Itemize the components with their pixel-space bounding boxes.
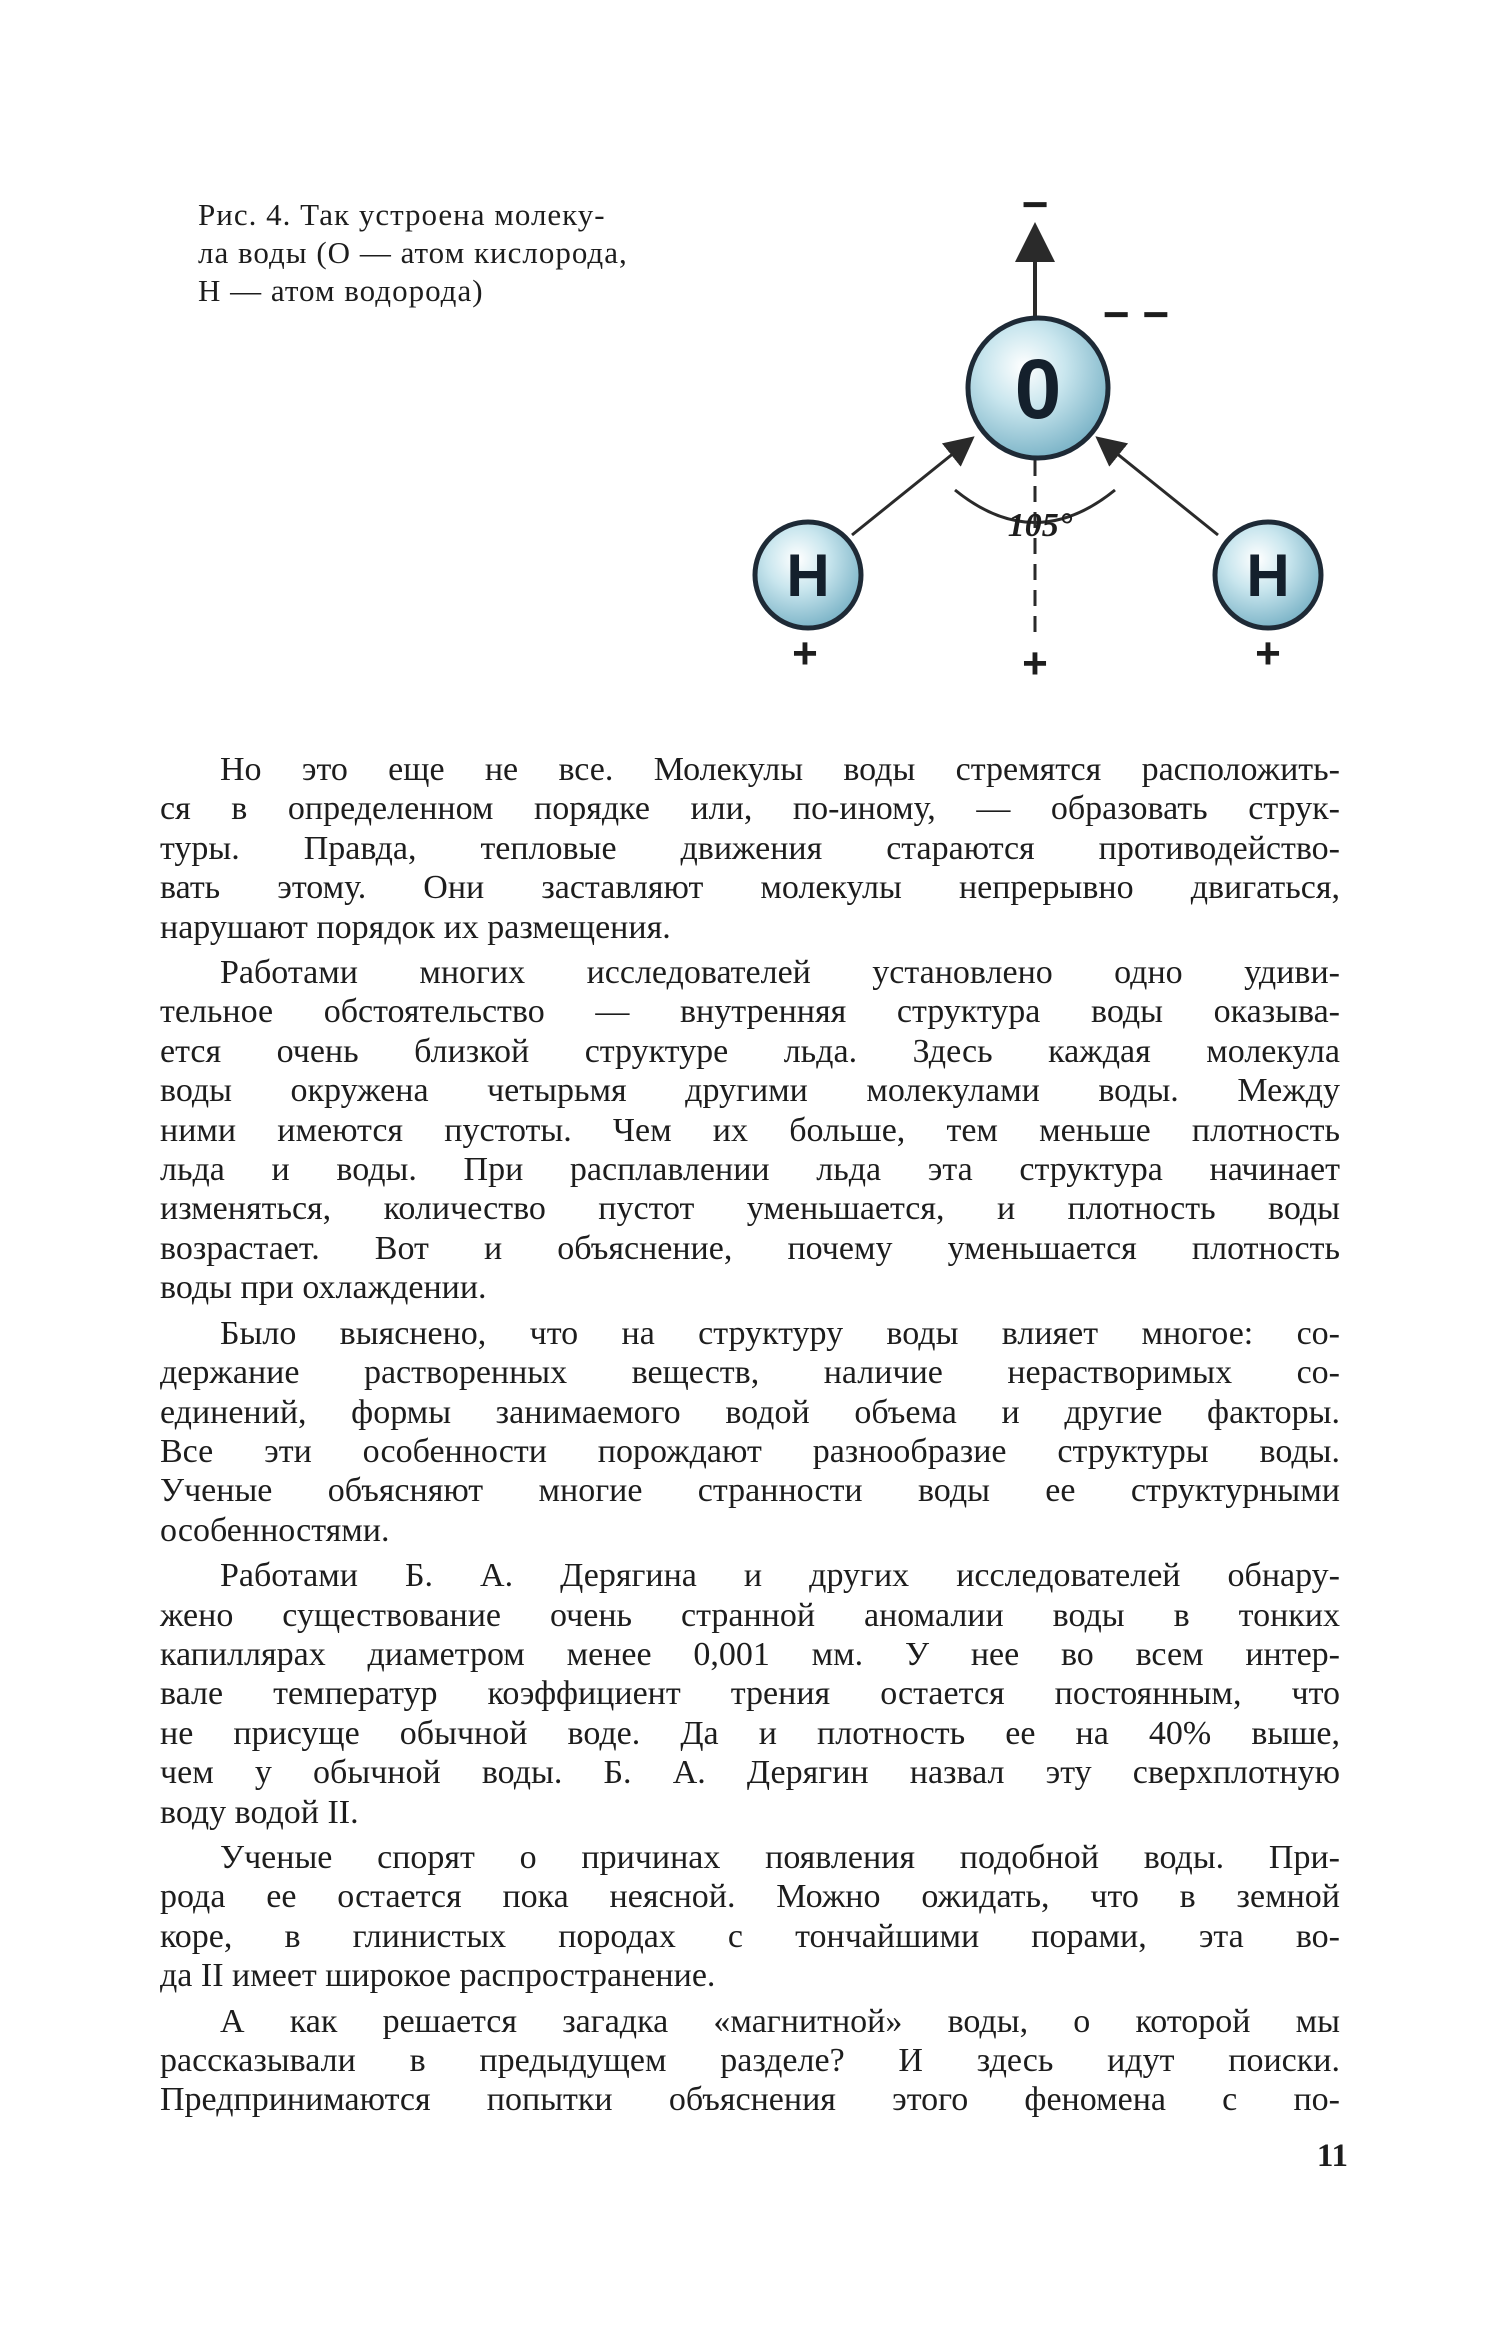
hydrogen-left-label: H [786,542,830,609]
text-line: туры. Правда, тепловые движения стараются противодейство- [160,829,1340,867]
caption-line: ла воды (О — атом кислорода, [198,235,628,270]
bond-arrow-left [852,440,970,535]
paragraph [160,1838,1340,1996]
bond-arrow-right [1100,440,1218,535]
text-line: возрастает. Вот и объяснение, почему уменьшается плотность [160,1229,1340,1267]
water-molecule-diagram [720,190,1360,710]
figure-caption [198,196,703,310]
caption-line: Рис. 4. Так устроена молеку- [198,197,606,232]
hydrogen-right-label: H [1246,542,1290,609]
text-line: Но это еще не все. Молекулы воды стремятся расположить- [220,751,1340,788]
text-line: изменяться, количество пустот уменьшается, и плотность воды [160,1190,1340,1228]
caption-line: Н — атом водорода) [198,273,484,308]
text-line: чем у обычной воды. Б. А. Дерягин назвал эту сверхплотную [160,1754,1340,1792]
text-line: не присуще обычной воде. Да и плотность ее на 40% выше, [160,1714,1340,1752]
text-line: воды при охлаждении. [160,1269,487,1307]
text-line: А как решается загадка «магнитной» воды, о которой мы [220,2002,1340,2040]
text-line: вать этому. Они заставляют молекулы непрерывно двигаться, [160,869,1340,907]
text-line: Было выяснено, что на структуру воды влияет многое: со- [220,1314,1340,1352]
paragraph [160,750,1340,947]
text-line: да II имеет широкое распространение. [160,1957,716,1995]
text-line: Работами многих исследователей установлено одно удиви- [220,954,1340,992]
text-line: ся в определенном порядке или, по-иному, — образовать струк- [160,790,1340,828]
paragraph [160,953,1340,1308]
text-line: ется очень близкой структуре льда. Здесь каждая молекула [160,1032,1340,1070]
text-line: тельное обстоятельство — внутренняя структура воды оказыва- [160,993,1340,1031]
text-line: жено существование очень странной аномалии воды в тонких [160,1596,1340,1634]
paragraph [160,1314,1340,1550]
body-text [160,750,1340,2126]
text-line: Ученые спорят о причинах появления подобной воды. При- [220,1838,1340,1876]
text-line: единений, формы занимаемого водой объема и другие факторы. [160,1393,1340,1431]
text-line: Предпринимаются попытки объяснения этого феномена с по- [160,2081,1340,2119]
text-line: особенностями. [160,1511,390,1549]
text-line: ними имеются пустоты. Чем их больше, тем меньше плотность [160,1111,1340,1149]
text-line: коре, в глинистых породах с тончайшими порами, эта во- [160,1917,1340,1955]
text-line: льда и воды. При расплавлении льда эта структура начинает [160,1151,1340,1189]
text-line: воду водой II. [160,1793,359,1831]
charge-center: + [1022,639,1048,688]
text-line: капиллярах диаметром менее 0,001 мм. У нее во всем интер- [160,1635,1340,1673]
paragraph [160,2002,1340,2120]
text-line: нарушают порядок их размещения. [160,908,671,946]
angle-label: 105° [1007,507,1073,544]
charge-top: − [1021,190,1049,230]
text-line: рассказывали в предыдущем разделе? И здесь идут поиски. [160,2042,1340,2079]
text-line: держание растворенных веществ, наличие нерастворимых со- [160,1354,1340,1392]
text-line: воды окружена четырьмя другими молекулами воды. Между [160,1072,1340,1110]
charge-hydrogen-right: + [1255,629,1281,678]
text-line: Ученые объясняют многие странности воды ее структурными [160,1472,1340,1510]
text-line: вале температур коэффициент трения остается постоянным, что [160,1675,1340,1713]
text-line: Все эти особенности порождают разнообразие структуры воды. [160,1432,1340,1470]
text-line: Работами Б. А. Дерягина и других исследователей обнару- [220,1557,1340,1595]
water-molecule-figure [720,190,1360,710]
charge-oxygen: − − [1102,288,1170,340]
text-line: рода ее остается пока неясной. Можно ожидать, что в земной [160,1878,1340,1916]
page-number: 11 [1316,2138,1348,2174]
charge-hydrogen-left: + [792,629,818,678]
paragraph [160,1556,1340,1832]
oxygen-label: 0 [1014,342,1062,436]
